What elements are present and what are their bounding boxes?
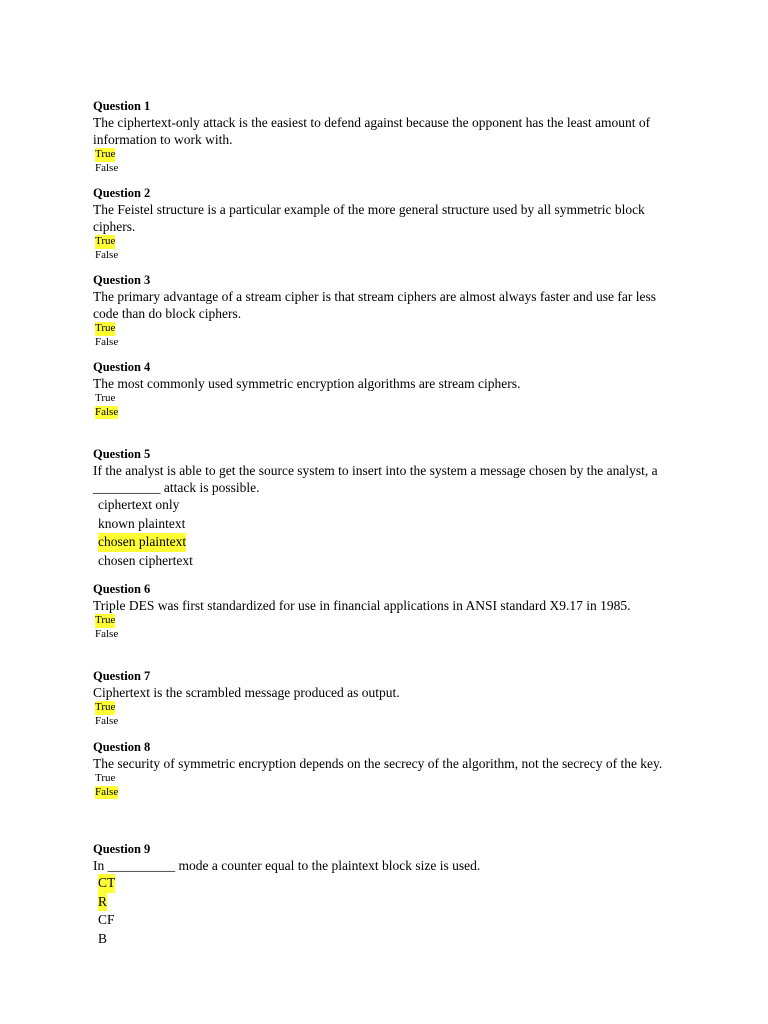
question-title: Question 1 [93,99,151,113]
option-label: True [95,392,116,404]
answer-option-b[interactable] [98,930,683,949]
quiz-document [93,98,683,952]
question-title: Question 6 [93,582,151,596]
option-label: True [95,148,116,160]
question-5 [93,447,683,581]
answer-options [93,874,683,948]
option-label: True [95,235,116,247]
answer-option-chosen-ciphertext[interactable] [98,552,683,571]
question-title: Question 4 [93,360,151,374]
answer-options [93,148,683,175]
question-text: Triple DES was first standardized for use in financial applications in ANSI standard X9.17 in 1985. [93,598,631,613]
answer-option-false[interactable] [95,162,683,176]
question-text: The Feistel structure is a particular example of the more general structure used by all symmetric block ciphers. [93,202,645,234]
answer-option-false[interactable] [95,715,683,729]
question-title: Question 5 [93,447,151,461]
answer-option-false[interactable] [95,249,683,263]
option-label: True [95,701,116,713]
question-3 [93,273,683,359]
answer-option-false[interactable] [95,406,683,420]
question-text: The primary advantage of a stream cipher is that stream ciphers are almost always faster and use far less code than do block ciphers. [93,289,657,321]
answer-option-ct[interactable] [98,874,683,893]
answer-options [93,322,683,349]
answer-option-known-plaintext[interactable] [98,515,683,534]
option-label: False [95,161,119,174]
option-label: B [98,930,108,946]
answer-option-true[interactable] [95,148,683,162]
answer-option-false[interactable] [95,628,683,642]
answer-option-chosen-plaintext[interactable] [98,533,683,552]
question-title: Question 9 [93,842,151,856]
question-title: Question 8 [93,740,151,754]
option-label: CF [98,912,115,927]
question-6 [93,582,683,668]
question-4 [93,360,683,446]
option-label: known plaintext [98,515,186,531]
question-text: The ciphertext-only attack is the easiest to defend against because the opponent has the least amount of information to work with. [93,115,651,147]
question-title: Question 3 [93,273,151,287]
question-text: In __________ mode a counter equal to the plaintext block size is used. [93,858,481,873]
answer-option-cf[interactable] [98,911,683,930]
question-title: Question 7 [93,669,151,683]
option-label: True [95,772,116,784]
question-text: The most commonly used symmetric encryption algorithms are stream ciphers. [93,376,521,391]
answer-options [93,235,683,262]
option-label: CT [98,874,115,893]
answer-option-r[interactable] [98,893,683,912]
question-1 [93,99,683,185]
question-2 [93,186,683,272]
answer-options [93,392,683,419]
option-label: chosen ciphertext [98,552,193,568]
option-label: False [95,627,119,640]
option-label: False [95,785,119,798]
question-7 [93,669,683,739]
answer-option-false[interactable] [95,786,683,800]
question-8 [93,740,683,841]
option-label: True [95,614,116,626]
answer-option-false[interactable] [95,336,683,350]
option-label: False [95,405,119,418]
question-text: Ciphertext is the scrambled message produced as output. [93,685,400,700]
option-label: False [95,714,119,727]
option-label: False [95,335,119,348]
answer-options [93,614,683,641]
answer-options [93,496,683,570]
question-title: Question 2 [93,186,151,200]
answer-option-true[interactable] [95,322,683,336]
option-label: R [98,893,107,912]
answer-options [93,701,683,728]
question-9 [93,842,683,952]
question-text: The security of symmetric encryption depends on the secrecy of the algorithm, not the secrecy of the key. [93,756,663,771]
option-label: True [95,322,116,334]
answer-option-true[interactable] [95,772,683,786]
answer-options [93,772,683,799]
answer-option-true[interactable] [95,235,683,249]
answer-option-true[interactable] [95,614,683,628]
answer-option-true[interactable] [95,701,683,715]
option-label: False [95,248,119,261]
question-text: If the analyst is able to get the source system to insert into the system a message chosen by the analyst, a __________ attack is possible. [93,463,658,495]
option-label: ciphertext only [98,497,180,512]
answer-option-ciphertext-only[interactable] [98,496,683,515]
answer-option-true[interactable] [95,392,683,406]
option-label: chosen plaintext [98,533,186,552]
